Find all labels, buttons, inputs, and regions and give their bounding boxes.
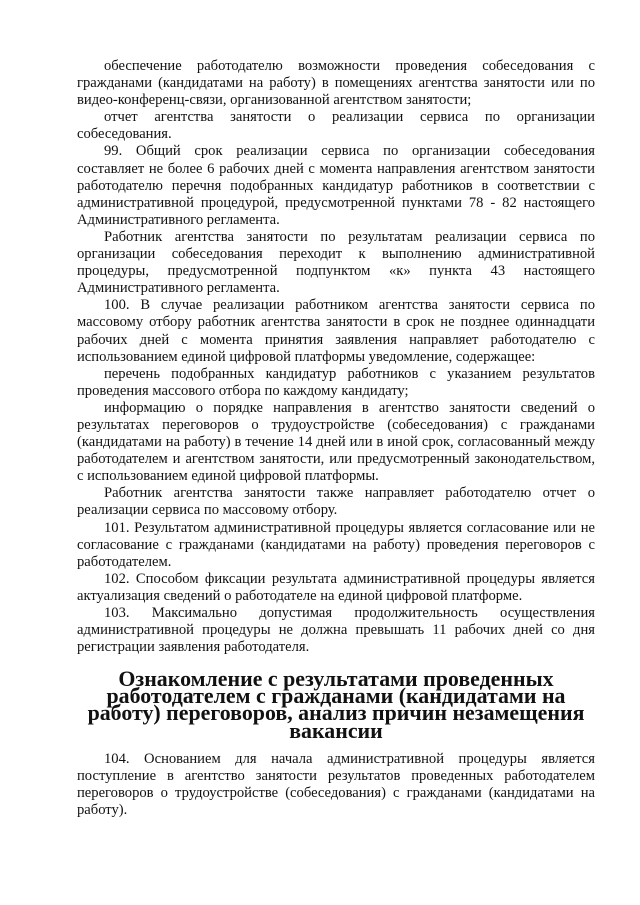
paragraph: информацию о порядке направления в агентство занятости сведений о результатах переговоров о трудоустройстве (собеседования) с гражданами (кандидатами на работу) в течение 14 дней или в иной срок, согласованный между работодателем и агентством занятости, или предусмотренный законодательством, с использованием единой цифровой платформы.	[77, 399, 595, 485]
paragraph-item-101: 101. Результатом административной процедуры является согласование или не согласование с гражданами (кандидатами на работу) проведения переговоров с работодателем.	[77, 519, 595, 570]
document-page	[77, 58, 595, 819]
paragraph: перечень подобранных кандидатур работников с указанием результатов проведения массового отбора по каждому кандидату;	[77, 365, 595, 399]
paragraph-item-99: 99. Общий срок реализации сервиса по организации собеседования составляет не более 6 рабочих дней с момента направления агентством занятости работодателю перечня подобранных кандидатур работников в соответствии с административной процедурой, предусмотренной пунктами 78 - 82 настоящего Административного регламента.	[77, 143, 595, 228]
paragraph-item-102: 102. Способом фиксации результата административной процедуры является актуализация сведений о работодателе на единой цифровой платформе.	[77, 570, 595, 604]
paragraph-item-103: 103. Максимально допустимая продолжительность осуществления административной процедуры не должна превышать 11 рабочих дней со дня регистрации заявления работодателя.	[77, 605, 595, 656]
paragraph: отчет агентства занятости о реализации сервиса по организации собеседования.	[77, 109, 595, 143]
paragraph: обеспечение работодателю возможности проведения собеседования с гражданами (кандидатами на работу) в помещениях агентства занятости или по видео-конференц-связи, организованной агентством занятости;	[77, 58, 595, 109]
paragraph-item-104: 104. Основанием для начала административной процедуры является поступление в агентство занятости результатов проведенных работодателем переговоров о трудоустройстве (собеседования) с гражданами (кандидатами на работу).	[77, 750, 595, 818]
paragraph: Работник агентства занятости также направляет работодателю отчет о реализации сервиса по массовому отбору.	[77, 485, 595, 519]
section-heading: Ознакомление с результатами проведенных работодателем с гражданами (кандидатами на работу) переговоров, анализ причин незамещения вакансии	[87, 666, 585, 743]
paragraph-item-100: 100. В случае реализации работником агентства занятости сервиса по массовому отбору работник агентства занятости в срок не позднее одиннадцати рабочих дней с момента принятия заявления направляет работодателю с использованием единой цифровой платформы уведомление, содержащее:	[77, 297, 595, 365]
paragraph: Работник агентства занятости по результатам реализации сервиса по организации собеседования переходит к выполнению административной процедуры, предусмотренной подпунктом «к» пункта 43 настоящего Административного регламента.	[77, 228, 595, 297]
